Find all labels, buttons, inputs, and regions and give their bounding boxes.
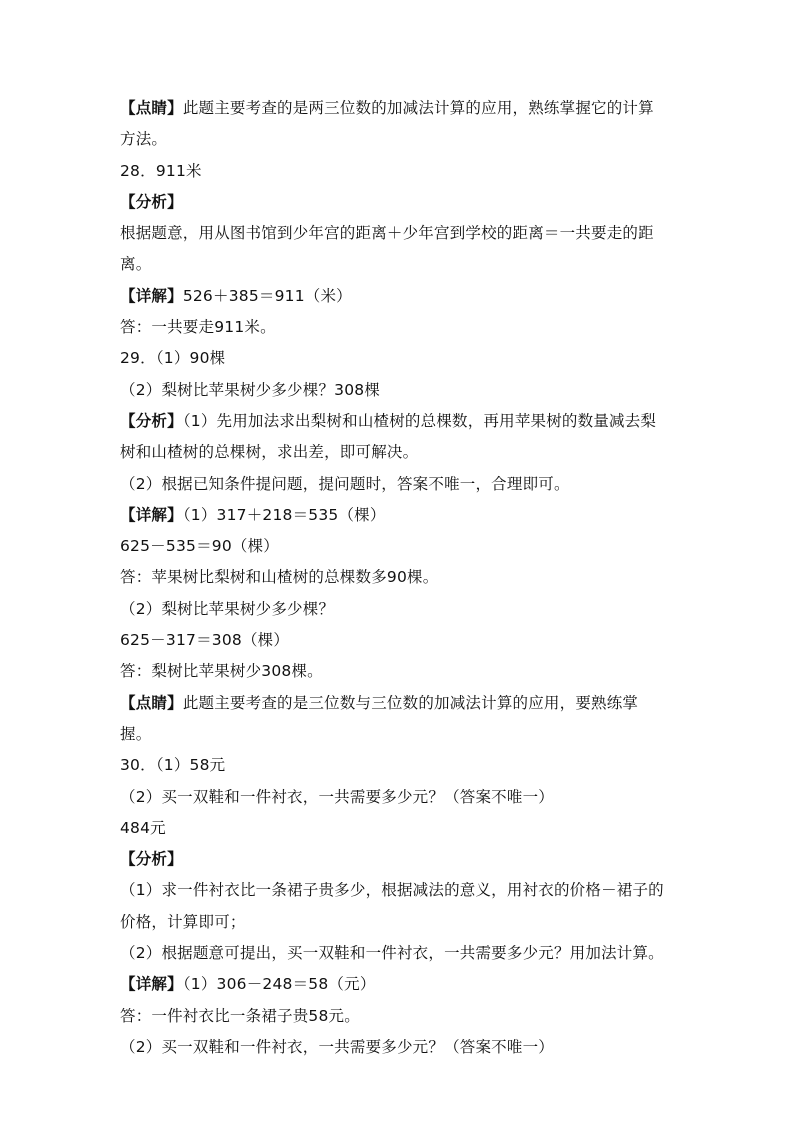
text-line (120, 750, 690, 781)
line-text: 根据题意，用从图书馆到少年宫的距离＋少年宫到学校的距离＝一共要走的距 (120, 224, 654, 243)
text-line (120, 343, 690, 374)
text-line (120, 875, 690, 906)
line-text: 价格，计算即可； (120, 912, 246, 931)
line-text: 625－317＝308（棵） (120, 631, 290, 650)
text-line (120, 437, 690, 468)
line-text: （1）306－248＝58（元） (182, 975, 376, 994)
line-text: 离。 (120, 255, 152, 274)
text-line (120, 500, 690, 531)
line-text: 树和山楂树的总棵树，求出差，即可解决。 (120, 443, 419, 462)
text-line (120, 594, 690, 625)
text-line (120, 375, 690, 406)
line-text: 方法。 (120, 130, 168, 149)
text-line (120, 469, 690, 500)
text-line (120, 907, 690, 938)
text-line (120, 1001, 690, 1032)
section-heading: 【点睛】 (120, 99, 183, 117)
line-text: （1）求一件衬衣比一条裙子贵多少，根据减法的意义，用衬衣的价格－裙子的 (120, 881, 664, 900)
line-text: 答：苹果树比梨树和山楂树的总棵数多90棵。 (120, 568, 439, 587)
text-line (120, 562, 690, 593)
text-line (120, 124, 690, 155)
line-text: （2）梨树比苹果树少多少棵？ (120, 599, 335, 618)
text-line (120, 218, 690, 249)
document-page (120, 93, 690, 1063)
line-text: 答：一件衬衣比一条裙子贵58元。 (120, 1006, 360, 1025)
line-text: （2）梨树比苹果树少多少棵？308棵 (120, 380, 381, 399)
line-text: （1）317＋218＝535（棵） (182, 505, 386, 524)
line-text: 握。 (120, 724, 152, 743)
text-line (120, 813, 690, 844)
line-text: 答：一共要走911米。 (120, 318, 276, 337)
text-line (120, 625, 690, 656)
line-text: 此题主要考查的是三位数与三位数的加减法计算的应用，要熟练掌 (182, 693, 639, 712)
text-line (120, 1032, 690, 1063)
text-line (120, 187, 690, 218)
text-line (120, 688, 690, 719)
text-line (120, 406, 690, 437)
line-text: 此题主要考查的是两三位数的加减法计算的应用，熟练掌握它的计算 (182, 99, 654, 117)
section-heading: 【详解】 (120, 975, 183, 994)
text-line (120, 156, 690, 187)
line-text: 625－535＝90（棵） (120, 537, 279, 556)
text-line (120, 938, 690, 969)
text-line (120, 93, 690, 124)
line-text: 答：梨树比苹果树少308棵。 (120, 662, 323, 681)
section-heading: 【点睛】 (120, 693, 183, 712)
text-line (120, 531, 690, 562)
line-text: （2）买一双鞋和一件衬衣，一共需要多少元？（答案不唯一） (120, 1037, 554, 1056)
section-heading: 【分析】 (120, 850, 183, 869)
text-line (120, 844, 690, 875)
text-line (120, 281, 690, 312)
line-text: （2）买一双鞋和一件衬衣，一共需要多少元？（答案不唯一） (120, 787, 554, 806)
line-text: （2）根据题意可提出，买一双鞋和一件衬衣，一共需要多少元？用加法计算。 (120, 944, 664, 963)
section-heading: 【分析】 (120, 411, 183, 430)
section-heading: 【分析】 (120, 192, 183, 211)
question-answer: 28．911米 (120, 161, 202, 180)
text-line (120, 249, 690, 280)
text-line (120, 719, 690, 750)
question-answer: 29．（1）90棵 (120, 349, 226, 368)
line-text: （2）根据已知条件提问题，提问题时，答案不唯一，合理即可。 (120, 474, 570, 493)
text-line (120, 969, 690, 1000)
text-line (120, 782, 690, 813)
line-text: （1）先用加法求出梨树和山楂树的总棵数，再用苹果树的数量减去梨 (182, 411, 657, 430)
question-answer: 30．（1）58元 (120, 756, 226, 775)
text-line (120, 656, 690, 687)
text-line (120, 312, 690, 343)
section-heading: 【详解】 (120, 505, 183, 524)
line-text: 484元 (120, 818, 166, 837)
section-heading: 【详解】 (120, 286, 183, 305)
line-text: 526＋385＝911（米） (182, 286, 352, 305)
